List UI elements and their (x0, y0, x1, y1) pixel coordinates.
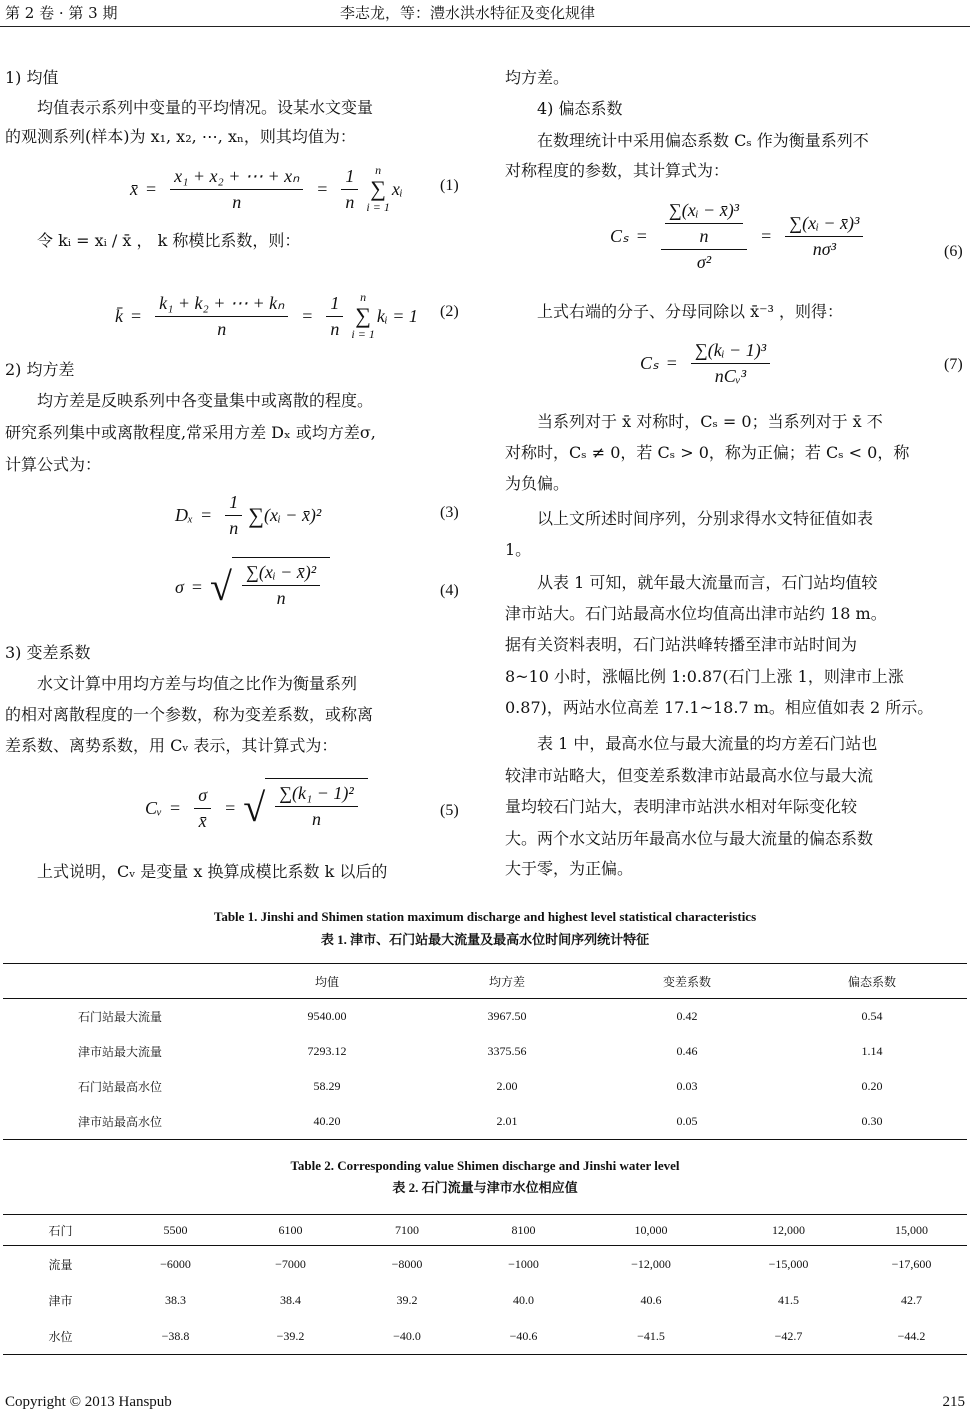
denominator: nCᵥ³ (714, 366, 747, 386)
equation-number: (4) (440, 582, 459, 599)
equation-number: (3) (440, 504, 459, 521)
text-line: 均方差。 (505, 68, 570, 87)
text-line: 3) 变差系数 (5, 643, 91, 662)
denominator: nσ³ (812, 239, 836, 259)
column-header: 12,000 (721, 1215, 856, 1246)
text-line: 对称程度的参数，其计算式为： (505, 161, 730, 180)
text-line: 在数理统计中采用偏态系数 Cₛ 作为衡量系列不 (537, 131, 869, 150)
text-line: 为负偏。 (505, 474, 570, 493)
numerator: k₁ + k₂ + ⋯ + kₙ (155, 293, 288, 317)
denominator: n (330, 318, 340, 339)
table-cell: 40.6 (640, 1292, 662, 1307)
sum-symbol: ∑ (355, 303, 371, 328)
text-line: 均值表示系列中变量的平均情况。设某水文变量 (37, 98, 374, 117)
text-line: 1。 (505, 540, 532, 559)
numerator: 1 (341, 166, 358, 190)
table-cell: 1.14 (861, 1044, 883, 1058)
denominator: n (232, 191, 242, 212)
denominator: n (217, 318, 227, 339)
table-cell: −1000 (508, 1256, 539, 1271)
eq-term: kᵢ = 1 (376, 305, 418, 326)
numerator: ∑(xᵢ − x̄)³ (785, 213, 863, 237)
sqrt-icon: √ (243, 785, 266, 830)
column-header: 变差系数 (597, 964, 777, 999)
table-header-row (3, 1215, 967, 1246)
sum-symbol: ∑ (248, 502, 264, 528)
table-cell: −7000 (275, 1256, 306, 1271)
column-header: 7100 (348, 1215, 466, 1246)
eq-lhs: Cᵥ (145, 797, 163, 818)
table-cell: 0.03 (676, 1079, 698, 1093)
table-cell: 58.29 (313, 1079, 341, 1093)
text-line: 研究系列集中或离散程度,常采用方差 Dₓ 或均方差σ, (5, 423, 376, 442)
table-row (3, 1034, 967, 1069)
text-line: 差系数、离势系数，用 Cᵥ 表示，其计算式为： (5, 736, 338, 755)
row-label: 津市站最大流量 (77, 1045, 162, 1059)
text-line: 令 kᵢ = xᵢ / x̄ ， k 称模比系数，则： (37, 231, 301, 250)
equation-number: (7) (944, 356, 963, 373)
table-cell: 40.0 (513, 1292, 534, 1307)
table-cell: 38.3 (165, 1292, 186, 1307)
table-cell: −39.2 (233, 1318, 348, 1355)
equation-2 (115, 290, 418, 342)
running-header-title: 李志龙，等：澧水洪水特征及变化规律 (340, 4, 596, 22)
copyright: Copyright © 2013 Hanspub (5, 1394, 172, 1410)
denominator: σ² (696, 252, 712, 272)
denominator: n (229, 518, 239, 538)
table-cell: 0.20 (861, 1079, 883, 1093)
denominator: n (312, 809, 322, 829)
eq-sign: = (191, 576, 203, 597)
eq-sign: = (146, 178, 157, 199)
text-line: 大。两个水文站历年最高水位与最大流量的偏态系数 (505, 829, 874, 848)
table-cell: −15,000 (768, 1256, 809, 1271)
header-rule (0, 26, 970, 27)
row-label: 石门站最高水位 (77, 1080, 162, 1094)
equation-5 (145, 778, 368, 838)
running-header-volume: 第 2 卷 · 第 3 期 (5, 4, 118, 22)
sum-upper: n (375, 163, 382, 177)
row-label: 津市 (48, 1293, 73, 1308)
row-label: 津市站最高水位 (3, 1104, 237, 1140)
text-line: 据有关资料表明，石门站洪峰转播至津市站时间为 (505, 635, 858, 654)
table-cell: 0.30 (777, 1104, 967, 1140)
table-cell: 2.00 (496, 1079, 518, 1093)
equation-1 (130, 163, 403, 215)
column-header: 8100 (466, 1215, 581, 1246)
eq-lhs: k̄ (115, 305, 123, 326)
table-row (3, 1104, 967, 1140)
eq-lhs: σ (175, 576, 184, 597)
row-label: 石门站最大流量 (77, 1010, 162, 1024)
column-header: 均方差 (417, 964, 597, 999)
text-line: 大于零，为正偏。 (505, 859, 634, 878)
page-number: 215 (942, 1394, 965, 1410)
eq-sign: = (666, 353, 677, 373)
table-row (3, 1246, 967, 1283)
text-line: 上式右端的分子、分母同除以 x̄⁻³ ，则得： (537, 302, 844, 321)
equation-3 (175, 492, 321, 539)
column-header: 均值 (237, 964, 417, 999)
eq-sign: = (131, 305, 142, 326)
text-line: 1) 均值 (5, 68, 59, 87)
text-line: 以上文所述时间序列，分别求得水文特征值如表 (537, 509, 874, 528)
table-cell: 40.20 (237, 1104, 417, 1140)
text-line: 水文计算中用均方差与均值之比作为衡量系列 (37, 674, 358, 693)
table2-caption-zh: 表 2. 石门流量与津市水位相应值 (392, 1180, 578, 1195)
table-row (3, 999, 967, 1035)
table-cell: −17,600 (891, 1256, 932, 1271)
eq-lhs: Cₛ (610, 226, 629, 246)
numerator: ∑(xᵢ − x̄)² (242, 562, 320, 586)
eq-sign: = (317, 178, 328, 199)
sum-lower: i = 1 (351, 327, 375, 341)
table-cell: 2.01 (417, 1104, 597, 1140)
column-header: 5500 (118, 1215, 233, 1246)
table-cell: 39.2 (396, 1292, 418, 1307)
table-cell: −41.5 (581, 1318, 721, 1355)
eq-term: (xᵢ − x̄)² (263, 505, 322, 525)
table-row (3, 1069, 967, 1104)
table-2 (3, 1214, 967, 1355)
equation-number: (2) (440, 303, 459, 320)
text-line: 8~10 小时，涨幅比例 1:0.87(石门上涨 1，则津市上涨 (505, 667, 904, 686)
column-header: 偏态系数 (777, 964, 967, 999)
table-cell: −8000 (391, 1256, 423, 1271)
table-cell: −6000 (160, 1256, 191, 1271)
denominator: n (699, 226, 709, 246)
eq-sign: = (225, 797, 236, 818)
table-row (3, 1318, 967, 1355)
table-cell: 0.42 (676, 1009, 698, 1023)
equation-number: (5) (440, 802, 459, 819)
column-header: 10,000 (581, 1215, 721, 1246)
equation-number: (6) (944, 243, 963, 260)
table-row (3, 1282, 967, 1318)
table1-caption-en: Table 1. Jinshi and Shimen station maximum discharge and highest level statistical characteristics (213, 909, 757, 924)
column-header (3, 964, 237, 999)
text-line: 较津市站略大，但变差系数津市站最高水位与最大流 (505, 766, 874, 785)
table-cell: 3375.56 (487, 1044, 527, 1058)
text-line: 均方差是反映系列中各变量集中或离散的程度。 (37, 391, 374, 410)
text-line: 的相对离散程度的一个参数，称为变差系数，或称离 (5, 705, 374, 724)
table-cell: −42.7 (721, 1318, 856, 1355)
eq-sign: = (761, 226, 772, 246)
table-cell: −38.8 (118, 1318, 233, 1355)
table-cell: −12,000 (631, 1256, 671, 1271)
text-line: 2) 均方差 (5, 360, 75, 379)
numerator: 1 (326, 293, 343, 317)
text-line: 当系列对于 x̄ 对称时，Cₛ = 0；当系列对于 x̄ 不 (537, 412, 883, 431)
text-line: 上式说明，Cᵥ 是变量 x 换算成模比系数 k 以后的 (37, 862, 388, 881)
eq-term: xᵢ (391, 178, 403, 199)
numerator: ∑(kᵢ − 1)³ (691, 340, 770, 364)
eq-sign: = (201, 505, 212, 525)
text-line: 从表 1 可知，就年最大流量而言，石门站均值较 (537, 573, 878, 592)
table-cell: 3967.50 (487, 1009, 527, 1023)
table-cell: 0.46 (676, 1044, 698, 1058)
text-line: 计算公式为： (5, 455, 102, 474)
numerator: ∑(k₁ − 1)² (275, 783, 358, 807)
row-label: 流量 (48, 1257, 73, 1272)
eq-sign: = (302, 305, 313, 326)
table-cell: 0.54 (861, 1009, 883, 1023)
row-label: 水位 (3, 1318, 118, 1355)
table2-caption-en: Table 2. Corresponding value Shimen discharge and Jinshi water level (290, 1158, 680, 1173)
equation-number: (1) (440, 177, 459, 194)
denominator: n (345, 191, 355, 212)
sqrt-icon: √ (210, 564, 232, 609)
table-cell: −40.0 (348, 1318, 466, 1355)
sum-symbol: ∑ (370, 176, 386, 201)
numerator: σ (194, 785, 211, 809)
table-1 (3, 963, 967, 1140)
table1-caption-zh: 表 1. 津市、石门站最大流量及最高水位时间序列统计特征 (320, 932, 650, 947)
table-cell: 41.5 (778, 1292, 799, 1307)
table-cell: 7293.12 (307, 1044, 347, 1058)
numerator: x₁ + x₂ + ⋯ + xₙ (170, 166, 303, 190)
table-cell: 42.7 (901, 1292, 922, 1307)
sum-lower: i = 1 (366, 200, 390, 214)
row-label: 石门 (3, 1215, 118, 1246)
eq-sign: = (636, 226, 647, 246)
column-header: 15,000 (856, 1215, 967, 1246)
numerator: 1 (225, 492, 242, 516)
table-cell: 0.05 (597, 1104, 777, 1140)
text-line: 表 1 中，最高水位与最大流量的均方差石门站也 (537, 734, 878, 753)
text-line: 的观测系列(样本)为 x₁, x₂, ⋯, xₙ，则其均值为： (5, 127, 356, 146)
equation-4 (175, 557, 330, 617)
denominator: n (276, 588, 286, 608)
text-line: 0.87)，两站水位高差 17.1~18.7 m。相应值如表 2 所示。 (505, 698, 934, 717)
denominator: x̄ (198, 810, 207, 831)
table-cell: −40.6 (466, 1318, 581, 1355)
text-line: 对称时，Cₛ ≠ 0，若 Cₛ > 0，称为正偏；若 Cₛ < 0，称 (505, 443, 910, 462)
text-line: 4) 偏态系数 (537, 99, 623, 118)
table-cell: 9540.00 (307, 1009, 347, 1023)
eq-lhs: Cₛ (640, 353, 659, 373)
equation-6 (610, 200, 869, 273)
text-line: 津市站大。石门站最高水位均值高出津市站约 18 m。 (505, 604, 887, 623)
table-header-row (3, 964, 967, 999)
table-cell: 38.4 (280, 1292, 301, 1307)
eq-lhs: Dₓ (175, 505, 194, 525)
text-line: 量均较石门站大，表明津市站洪水相对年际变化较 (505, 797, 858, 816)
equation-7 (640, 340, 776, 387)
eq-lhs: x̄ (130, 178, 138, 199)
eq-sign: = (170, 797, 181, 818)
numerator: ∑(xᵢ − x̄)³ (665, 200, 743, 224)
table-cell: −44.2 (856, 1318, 967, 1355)
sum-upper: n (360, 290, 367, 304)
column-header: 6100 (233, 1215, 348, 1246)
